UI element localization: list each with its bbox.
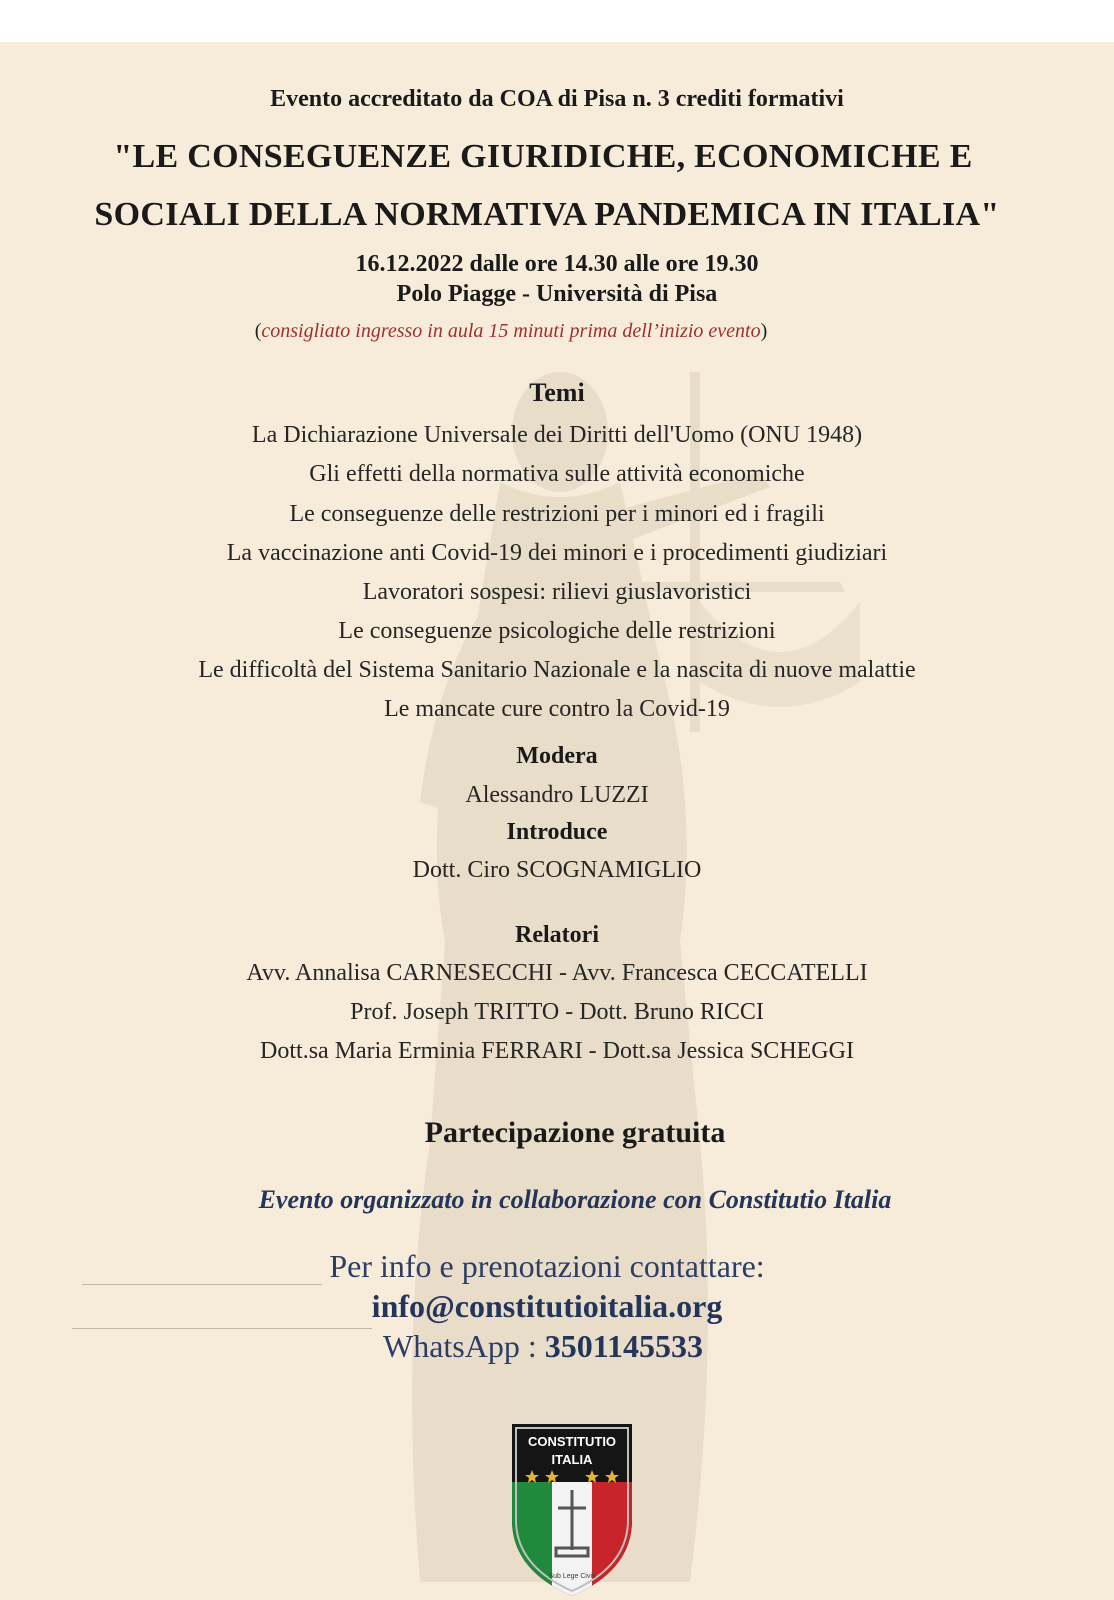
event-title-line-2: SOCIALI DELLA NORMATIVA PANDEMICA IN ITALIA" bbox=[94, 196, 1000, 233]
whatsapp-contact bbox=[0, 1328, 1100, 1365]
entry-note bbox=[0, 320, 1068, 343]
introducer-name: Dott. Ciro SCOGNAMIGLIO bbox=[412, 857, 702, 883]
logo-line-2: ITALIA bbox=[551, 1452, 593, 1467]
moderator-heading: Modera bbox=[516, 743, 598, 769]
contact-email[interactable]: info@constitutioitalia.org bbox=[371, 1288, 723, 1324]
whatsapp-label: WhatsApp : bbox=[383, 1328, 545, 1364]
theme-item: Le mancate cure contro la Covid-19 bbox=[384, 696, 730, 722]
whatsapp-number[interactable]: 3501145533 bbox=[544, 1328, 703, 1364]
event-title-line-1: "LE CONSEGUENZE GIURIDICHE, ECONOMICHE E bbox=[113, 138, 973, 175]
note-close-paren: ) bbox=[760, 320, 768, 342]
speakers-line: Dott.sa Maria Erminia FERRARI - Dott.sa Jessica SCHEGGI bbox=[260, 1038, 854, 1064]
theme-item: Gli effetti della normativa sulle attività economiche bbox=[309, 461, 805, 487]
theme-item: La Dichiarazione Universale dei Diritti dell'Uomo (ONU 1948) bbox=[251, 422, 863, 448]
organizer-note: Evento organizzato in collaborazione con Constitutio Italia bbox=[258, 1185, 892, 1214]
accreditation-text: Evento accreditato da COA di Pisa n. 3 crediti formativi bbox=[270, 86, 844, 112]
theme-item: Le conseguenze psicologiche delle restrizioni bbox=[338, 618, 776, 644]
moderator-name: Alessandro LUZZI bbox=[465, 782, 649, 808]
note-open-paren: ( bbox=[254, 320, 262, 342]
constitutio-italia-logo bbox=[508, 1420, 636, 1600]
theme-item: Le difficoltà del Sistema Sanitario Nazionale e la nascita di nuove malattie bbox=[198, 657, 916, 683]
themes-heading: Temi bbox=[529, 378, 585, 407]
theme-item: Lavoratori sospesi: rilievi giuslavoristici bbox=[362, 579, 752, 605]
introducer-heading: Introduce bbox=[506, 819, 608, 845]
event-poster bbox=[0, 42, 1114, 1600]
theme-item: La vaccinazione anti Covid-19 dei minori e i procedimenti giudiziari bbox=[226, 540, 888, 566]
contact-intro: Per info e prenotazioni contattare: bbox=[329, 1248, 765, 1284]
event-location: Polo Piagge - Università di Pisa bbox=[396, 281, 718, 307]
logo-line-1: CONSTITUTIO bbox=[527, 1434, 617, 1449]
event-datetime: 16.12.2022 dalle ore 14.30 alle ore 19.30 bbox=[355, 251, 759, 277]
logo-motto: Sub Lege Civis bbox=[548, 1573, 596, 1580]
speakers-line: Avv. Annalisa CARNESECCHI - Avv. Francesca CECCATELLI bbox=[246, 960, 868, 986]
theme-item: Le conseguenze delle restrizioni per i minori ed i fragili bbox=[289, 501, 825, 527]
speakers-line: Prof. Joseph TRITTO - Dott. Bruno RICCI bbox=[350, 999, 764, 1025]
note-text: consigliato ingresso in aula 15 minuti prima dell’inizio evento bbox=[261, 320, 761, 342]
speakers-heading: Relatori bbox=[515, 922, 599, 948]
free-participation: Partecipazione gratuita bbox=[424, 1116, 726, 1149]
